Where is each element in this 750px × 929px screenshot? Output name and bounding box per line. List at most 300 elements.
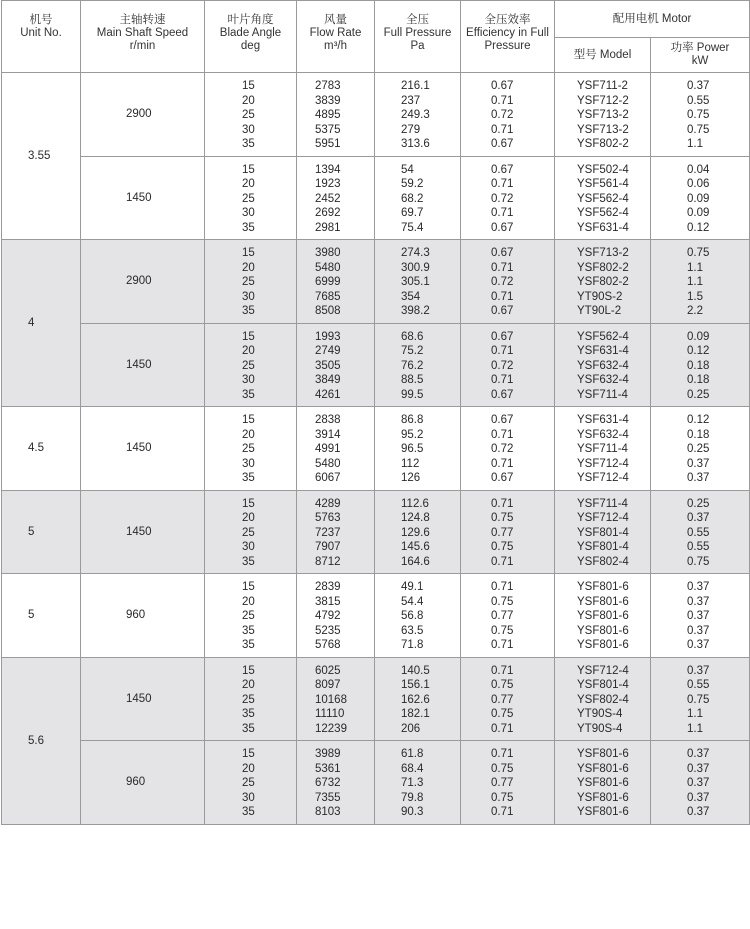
shaft-speed-cell: 1450 bbox=[81, 156, 205, 240]
efficiency-values bbox=[461, 323, 555, 407]
cell-value: 35 bbox=[242, 624, 255, 637]
cell-value: 20 bbox=[242, 679, 255, 691]
cell-value: YSF632-4 bbox=[577, 374, 629, 386]
cell-value: YT90L-2 bbox=[577, 305, 622, 317]
cell-value: 25 bbox=[242, 192, 255, 205]
efficiency-values bbox=[461, 657, 555, 741]
cell-value: 7685 bbox=[315, 290, 341, 303]
cell-value: YSF801-6 bbox=[577, 595, 629, 608]
cell-value: 305.1 bbox=[401, 276, 430, 288]
cell-value: 35 bbox=[242, 472, 255, 484]
cell-value: YSF632-4 bbox=[577, 428, 629, 441]
cell-value: 5480 bbox=[315, 261, 341, 274]
cell-value: YSF631-4 bbox=[577, 221, 629, 234]
cell-value: 61.8 bbox=[401, 748, 424, 760]
unit-no-cell: 5 bbox=[2, 490, 81, 574]
cell-value: YT90S-2 bbox=[577, 290, 623, 303]
cell-value: 0.55 bbox=[687, 679, 710, 691]
cell-value: 0.25 bbox=[687, 388, 710, 401]
cell-value: 0.71 bbox=[491, 497, 514, 510]
cell-value: 0.37 bbox=[687, 472, 710, 484]
shaft-speed-cell: 960 bbox=[81, 741, 205, 825]
table-row bbox=[2, 240, 750, 324]
cell-value: 6067 bbox=[315, 472, 341, 484]
cell-value: 0.75 bbox=[491, 624, 514, 637]
cell-value: 0.67 bbox=[491, 138, 514, 150]
flow-rate-values bbox=[297, 574, 375, 658]
full-pressure-values bbox=[375, 156, 461, 240]
unit-block bbox=[2, 73, 750, 240]
cell-value: 5951 bbox=[315, 138, 341, 150]
header-efficiency: 全压效率 Efficiency in Full Pressure bbox=[461, 1, 555, 73]
motor-power-values bbox=[651, 240, 750, 324]
cell-value: 1.5 bbox=[687, 290, 703, 303]
cell-value: YSF802-2 bbox=[577, 138, 629, 150]
full-pressure-values bbox=[375, 657, 461, 741]
cell-value: 162.6 bbox=[401, 693, 430, 706]
cell-value: 20 bbox=[242, 512, 255, 524]
efficiency-values bbox=[461, 741, 555, 825]
cell-value: 15 bbox=[242, 497, 255, 510]
cell-value: 0.37 bbox=[687, 748, 710, 760]
cell-value: 68.4 bbox=[401, 762, 424, 775]
unit-block bbox=[2, 657, 750, 824]
blade-angle-values bbox=[205, 240, 297, 324]
cell-value: 30 bbox=[242, 123, 255, 136]
cell-value: 8712 bbox=[315, 555, 341, 568]
flow-rate-values bbox=[297, 73, 375, 157]
cell-value: YSF562-4 bbox=[577, 330, 629, 343]
header-blade-angle: 叶片角度 Blade Angle deg bbox=[205, 1, 297, 73]
cell-value: 0.55 bbox=[687, 526, 710, 539]
cell-value: 6025 bbox=[315, 664, 341, 677]
blade-angle-values bbox=[205, 323, 297, 407]
motor-model-values bbox=[555, 323, 651, 407]
cell-value: 0.71 bbox=[491, 555, 514, 568]
cell-value: 4261 bbox=[315, 388, 341, 401]
cell-value: 354 bbox=[401, 290, 421, 303]
cell-value: YSF561-4 bbox=[577, 178, 629, 190]
header-model: 型号 Model bbox=[555, 38, 651, 73]
cell-value: 15 bbox=[242, 80, 255, 92]
cell-value: 0.25 bbox=[687, 443, 710, 455]
cell-value: 25 bbox=[242, 443, 255, 455]
cell-value: 0.72 bbox=[491, 359, 514, 372]
cell-value: 0.75 bbox=[491, 679, 514, 691]
cell-value: 0.71 bbox=[491, 428, 514, 441]
cell-value: 126 bbox=[401, 472, 421, 484]
header-main-shaft-speed: 主轴转速 Main Shaft Speed r/min bbox=[81, 1, 205, 73]
cell-value: 95.2 bbox=[401, 428, 424, 441]
cell-value: 0.75 bbox=[687, 555, 710, 568]
cell-value: 0.37 bbox=[687, 595, 710, 608]
full-pressure-values bbox=[375, 323, 461, 407]
cell-value: 0.18 bbox=[687, 428, 710, 441]
cell-value: 35 bbox=[242, 305, 255, 317]
unit-no-cell: 5 bbox=[2, 574, 81, 658]
header-motor: 配用电机 Motor bbox=[555, 1, 750, 38]
cell-value: 0.77 bbox=[491, 693, 514, 706]
cell-value: 2.2 bbox=[687, 305, 703, 317]
cell-value: 7355 bbox=[315, 791, 341, 804]
cell-value: 0.67 bbox=[491, 305, 514, 317]
cell-value: 7907 bbox=[315, 541, 341, 553]
motor-power-values bbox=[651, 73, 750, 157]
cell-value: 0.75 bbox=[491, 541, 514, 553]
full-pressure-values bbox=[375, 407, 461, 491]
cell-value: 25 bbox=[242, 276, 255, 288]
cell-value: 25 bbox=[242, 693, 255, 706]
cell-value: 1.1 bbox=[687, 261, 703, 274]
flow-rate-values bbox=[297, 156, 375, 240]
cell-value: 8508 bbox=[315, 305, 341, 317]
cell-value: 3839 bbox=[315, 94, 341, 107]
cell-value: YSF801-6 bbox=[577, 624, 629, 637]
cell-value: 0.71 bbox=[491, 639, 514, 651]
unit-no-cell: 3.55 bbox=[2, 73, 81, 240]
cell-value: 0.37 bbox=[687, 762, 710, 775]
cell-value: 0.71 bbox=[491, 178, 514, 190]
cell-value: YSF712-2 bbox=[577, 94, 629, 107]
flow-rate-values bbox=[297, 407, 375, 491]
cell-value: 0.67 bbox=[491, 330, 514, 343]
cell-value: YSF631-4 bbox=[577, 414, 629, 426]
cell-value: YSF632-4 bbox=[577, 359, 629, 372]
cell-value: YT90S-4 bbox=[577, 722, 623, 735]
cell-value: YSF801-6 bbox=[577, 748, 629, 760]
cell-value: 0.37 bbox=[687, 806, 710, 818]
cell-value: 0.71 bbox=[491, 290, 514, 303]
full-pressure-values bbox=[375, 490, 461, 574]
cell-value: 0.75 bbox=[491, 762, 514, 775]
cell-value: 237 bbox=[401, 94, 421, 107]
cell-value: 0.18 bbox=[687, 374, 710, 386]
cell-value: 20 bbox=[242, 428, 255, 441]
cell-value: 35 bbox=[242, 722, 255, 735]
cell-value: 0.71 bbox=[491, 457, 514, 470]
cell-value: 0.37 bbox=[687, 624, 710, 637]
cell-value: 30 bbox=[242, 290, 255, 303]
cell-value: YT90S-4 bbox=[577, 708, 623, 720]
cell-value: 35 bbox=[242, 639, 255, 651]
motor-power-values bbox=[651, 156, 750, 240]
cell-value: 0.75 bbox=[687, 693, 710, 706]
cell-value: YSF712-4 bbox=[577, 457, 629, 470]
cell-value: 0.75 bbox=[491, 512, 514, 524]
cell-value: 398.2 bbox=[401, 305, 430, 317]
cell-value: 0.12 bbox=[687, 221, 710, 234]
cell-value: 35 bbox=[242, 806, 255, 818]
cell-value: 3980 bbox=[315, 247, 341, 259]
flow-rate-values bbox=[297, 240, 375, 324]
cell-value: 56.8 bbox=[401, 610, 424, 622]
cell-value: 54 bbox=[401, 163, 414, 176]
cell-value: 3989 bbox=[315, 748, 341, 760]
cell-value: 0.37 bbox=[687, 581, 710, 593]
cell-value: 20 bbox=[242, 261, 255, 274]
blade-angle-values bbox=[205, 156, 297, 240]
cell-value: 6732 bbox=[315, 777, 341, 789]
cell-value: 1.1 bbox=[687, 138, 703, 150]
cell-value: YSF631-4 bbox=[577, 345, 629, 357]
cell-value: YSF802-2 bbox=[577, 276, 629, 288]
cell-value: YSF801-4 bbox=[577, 541, 629, 553]
cell-value: 35 bbox=[242, 221, 255, 234]
cell-value: 20 bbox=[242, 345, 255, 357]
cell-value: 35 bbox=[242, 555, 255, 568]
cell-value: 35 bbox=[242, 138, 255, 150]
cell-value: 2783 bbox=[315, 80, 341, 92]
cell-value: 0.09 bbox=[687, 207, 710, 219]
cell-value: 0.67 bbox=[491, 247, 514, 259]
cell-value: 10168 bbox=[315, 693, 347, 706]
cell-value: 0.71 bbox=[491, 123, 514, 136]
cell-value: 156.1 bbox=[401, 679, 430, 691]
cell-value: 313.6 bbox=[401, 138, 430, 150]
cell-value: 8097 bbox=[315, 679, 341, 691]
shaft-speed-cell: 1450 bbox=[81, 407, 205, 491]
cell-value: 206 bbox=[401, 722, 421, 735]
cell-value: 0.75 bbox=[491, 595, 514, 608]
shaft-speed-cell: 1450 bbox=[81, 490, 205, 574]
cell-value: YSF711-2 bbox=[577, 80, 628, 92]
cell-value: 30 bbox=[242, 457, 255, 470]
cell-value: 0.67 bbox=[491, 388, 514, 401]
cell-value: 4895 bbox=[315, 109, 341, 121]
cell-value: 0.06 bbox=[687, 178, 710, 190]
table-row bbox=[2, 490, 750, 574]
cell-value: 0.25 bbox=[687, 497, 710, 510]
motor-power-values bbox=[651, 657, 750, 741]
cell-value: 0.09 bbox=[687, 192, 710, 205]
cell-value: 0.37 bbox=[687, 777, 710, 789]
cell-value: 3815 bbox=[315, 595, 341, 608]
cell-value: 124.8 bbox=[401, 512, 430, 524]
shaft-speed-cell: 960 bbox=[81, 574, 205, 658]
table-header bbox=[2, 1, 750, 73]
cell-value: 164.6 bbox=[401, 555, 430, 568]
cell-value: 68.6 bbox=[401, 330, 424, 343]
cell-value: YSF801-4 bbox=[577, 526, 629, 539]
flow-rate-values bbox=[297, 741, 375, 825]
cell-value: YSF802-4 bbox=[577, 693, 629, 706]
efficiency-values bbox=[461, 156, 555, 240]
cell-value: 0.75 bbox=[687, 123, 710, 136]
full-pressure-values bbox=[375, 741, 461, 825]
cell-value: 20 bbox=[242, 178, 255, 190]
cell-value: 20 bbox=[242, 595, 255, 608]
cell-value: 0.72 bbox=[491, 192, 514, 205]
cell-value: YSF562-4 bbox=[577, 192, 629, 205]
cell-value: 0.67 bbox=[491, 221, 514, 234]
cell-value: 249.3 bbox=[401, 109, 430, 121]
cell-value: 15 bbox=[242, 414, 255, 426]
cell-value: 0.71 bbox=[491, 664, 514, 677]
flow-rate-values bbox=[297, 657, 375, 741]
cell-value: 0.71 bbox=[491, 374, 514, 386]
cell-value: 8103 bbox=[315, 806, 341, 818]
header-unit-no: 机号 Unit No. bbox=[2, 1, 81, 73]
cell-value: 0.75 bbox=[491, 708, 514, 720]
full-pressure-values bbox=[375, 240, 461, 324]
motor-model-values bbox=[555, 156, 651, 240]
cell-value: 15 bbox=[242, 581, 255, 593]
cell-value: 5235 bbox=[315, 624, 341, 637]
cell-value: 3914 bbox=[315, 428, 341, 441]
cell-value: 0.72 bbox=[491, 276, 514, 288]
header-flow-rate: 风量 Flow Rate m³/h bbox=[297, 1, 375, 73]
cell-value: 0.71 bbox=[491, 345, 514, 357]
blade-angle-values bbox=[205, 741, 297, 825]
table-row bbox=[2, 323, 750, 407]
motor-power-values bbox=[651, 490, 750, 574]
cell-value: 15 bbox=[242, 748, 255, 760]
cell-value: 79.8 bbox=[401, 791, 424, 804]
cell-value: YSF801-6 bbox=[577, 777, 629, 789]
cell-value: 1394 bbox=[315, 163, 341, 176]
cell-value: 11110 bbox=[315, 708, 345, 720]
cell-value: 2981 bbox=[315, 221, 341, 234]
motor-power-values bbox=[651, 323, 750, 407]
cell-value: 0.67 bbox=[491, 80, 514, 92]
cell-value: YSF562-4 bbox=[577, 207, 629, 219]
cell-value: YSF711-4 bbox=[577, 388, 628, 401]
cell-value: 30 bbox=[242, 374, 255, 386]
motor-model-values bbox=[555, 73, 651, 157]
cell-value: 0.04 bbox=[687, 163, 710, 176]
cell-value: 0.72 bbox=[491, 109, 514, 121]
efficiency-values bbox=[461, 240, 555, 324]
cell-value: 0.71 bbox=[491, 748, 514, 760]
cell-value: 0.67 bbox=[491, 163, 514, 176]
cell-value: 76.2 bbox=[401, 359, 424, 372]
cell-value: 0.71 bbox=[491, 806, 514, 818]
cell-value: 1993 bbox=[315, 330, 341, 343]
unit-no-cell: 4 bbox=[2, 240, 81, 407]
cell-value: YSF711-4 bbox=[577, 443, 628, 455]
header-full-pressure: 全压 Full Pressure Pa bbox=[375, 1, 461, 73]
motor-model-values bbox=[555, 741, 651, 825]
cell-value: 30 bbox=[242, 207, 255, 219]
cell-value: 30 bbox=[242, 541, 255, 553]
cell-value: 6999 bbox=[315, 276, 341, 288]
table-row bbox=[2, 574, 750, 658]
cell-value: 4289 bbox=[315, 497, 341, 510]
motor-model-values bbox=[555, 574, 651, 658]
cell-value: 59.2 bbox=[401, 178, 424, 190]
cell-value: 4792 bbox=[315, 610, 341, 622]
cell-value: YSF712-4 bbox=[577, 472, 629, 484]
header-power: 功率 Power kW bbox=[651, 38, 750, 73]
cell-value: YSF801-6 bbox=[577, 610, 629, 622]
table-row bbox=[2, 741, 750, 825]
cell-value: 25 bbox=[242, 526, 255, 539]
full-pressure-values bbox=[375, 73, 461, 157]
cell-value: 1923 bbox=[315, 178, 341, 190]
cell-value: 0.67 bbox=[491, 414, 514, 426]
cell-value: 0.71 bbox=[491, 207, 514, 219]
cell-value: 112 bbox=[401, 457, 420, 470]
shaft-speed-cell: 2900 bbox=[81, 73, 205, 157]
cell-value: 0.75 bbox=[687, 247, 710, 259]
motor-model-values bbox=[555, 240, 651, 324]
cell-value: 0.71 bbox=[491, 261, 514, 274]
cell-value: 86.8 bbox=[401, 414, 424, 426]
cell-value: 0.37 bbox=[687, 791, 710, 804]
blade-angle-values bbox=[205, 490, 297, 574]
cell-value: 0.77 bbox=[491, 526, 514, 539]
cell-value: YSF802-2 bbox=[577, 261, 629, 274]
cell-value: 274.3 bbox=[401, 247, 430, 259]
cell-value: 25 bbox=[242, 109, 255, 121]
cell-value: 75.2 bbox=[401, 345, 424, 357]
cell-value: 90.3 bbox=[401, 806, 424, 818]
cell-value: 96.5 bbox=[401, 443, 424, 455]
cell-value: YSF801-6 bbox=[577, 806, 629, 818]
cell-value: 7237 bbox=[315, 526, 341, 539]
cell-value: 0.37 bbox=[687, 80, 710, 92]
cell-value: 5375 bbox=[315, 123, 341, 136]
cell-value: 0.55 bbox=[687, 541, 710, 553]
motor-model-values bbox=[555, 657, 651, 741]
cell-value: 63.5 bbox=[401, 624, 424, 637]
flow-rate-values bbox=[297, 323, 375, 407]
cell-value: YSF712-4 bbox=[577, 664, 629, 677]
cell-value: 88.5 bbox=[401, 374, 424, 386]
cell-value: 20 bbox=[242, 762, 255, 775]
cell-value: 3505 bbox=[315, 359, 341, 372]
cell-value: 15 bbox=[242, 664, 255, 677]
cell-value: 71.3 bbox=[401, 777, 424, 789]
cell-value: 35 bbox=[242, 388, 255, 401]
cell-value: YSF801-6 bbox=[577, 581, 629, 593]
cell-value: 0.09 bbox=[687, 330, 710, 343]
motor-power-values bbox=[651, 741, 750, 825]
cell-value: YSF801-6 bbox=[577, 762, 629, 775]
cell-value: 140.5 bbox=[401, 664, 430, 677]
cell-value: 0.77 bbox=[491, 610, 514, 622]
cell-value: 0.18 bbox=[687, 359, 710, 372]
efficiency-values bbox=[461, 407, 555, 491]
cell-value: 25 bbox=[242, 610, 255, 622]
cell-value: 5361 bbox=[315, 762, 341, 775]
cell-value: YSF713-2 bbox=[577, 247, 629, 259]
cell-value: 0.75 bbox=[491, 791, 514, 804]
cell-value: YSF711-4 bbox=[577, 497, 628, 510]
cell-value: 0.37 bbox=[687, 664, 710, 677]
cell-value: 5768 bbox=[315, 639, 341, 651]
cell-value: 15 bbox=[242, 330, 255, 343]
cell-value: 4991 bbox=[315, 443, 341, 455]
cell-value: 30 bbox=[242, 791, 255, 804]
cell-value: 300.9 bbox=[401, 261, 430, 274]
cell-value: 0.55 bbox=[687, 94, 710, 107]
flow-rate-values bbox=[297, 490, 375, 574]
cell-value: 15 bbox=[242, 247, 255, 259]
blade-angle-values bbox=[205, 73, 297, 157]
cell-value: 0.37 bbox=[687, 610, 710, 622]
motor-model-values bbox=[555, 407, 651, 491]
unit-block bbox=[2, 490, 750, 574]
cell-value: 20 bbox=[242, 94, 255, 107]
cell-value: 68.2 bbox=[401, 192, 424, 205]
cell-value: 75.4 bbox=[401, 221, 424, 234]
cell-value: 5763 bbox=[315, 512, 341, 524]
cell-value: 25 bbox=[242, 777, 255, 789]
table-row bbox=[2, 407, 750, 491]
efficiency-values bbox=[461, 574, 555, 658]
cell-value: 145.6 bbox=[401, 541, 430, 553]
